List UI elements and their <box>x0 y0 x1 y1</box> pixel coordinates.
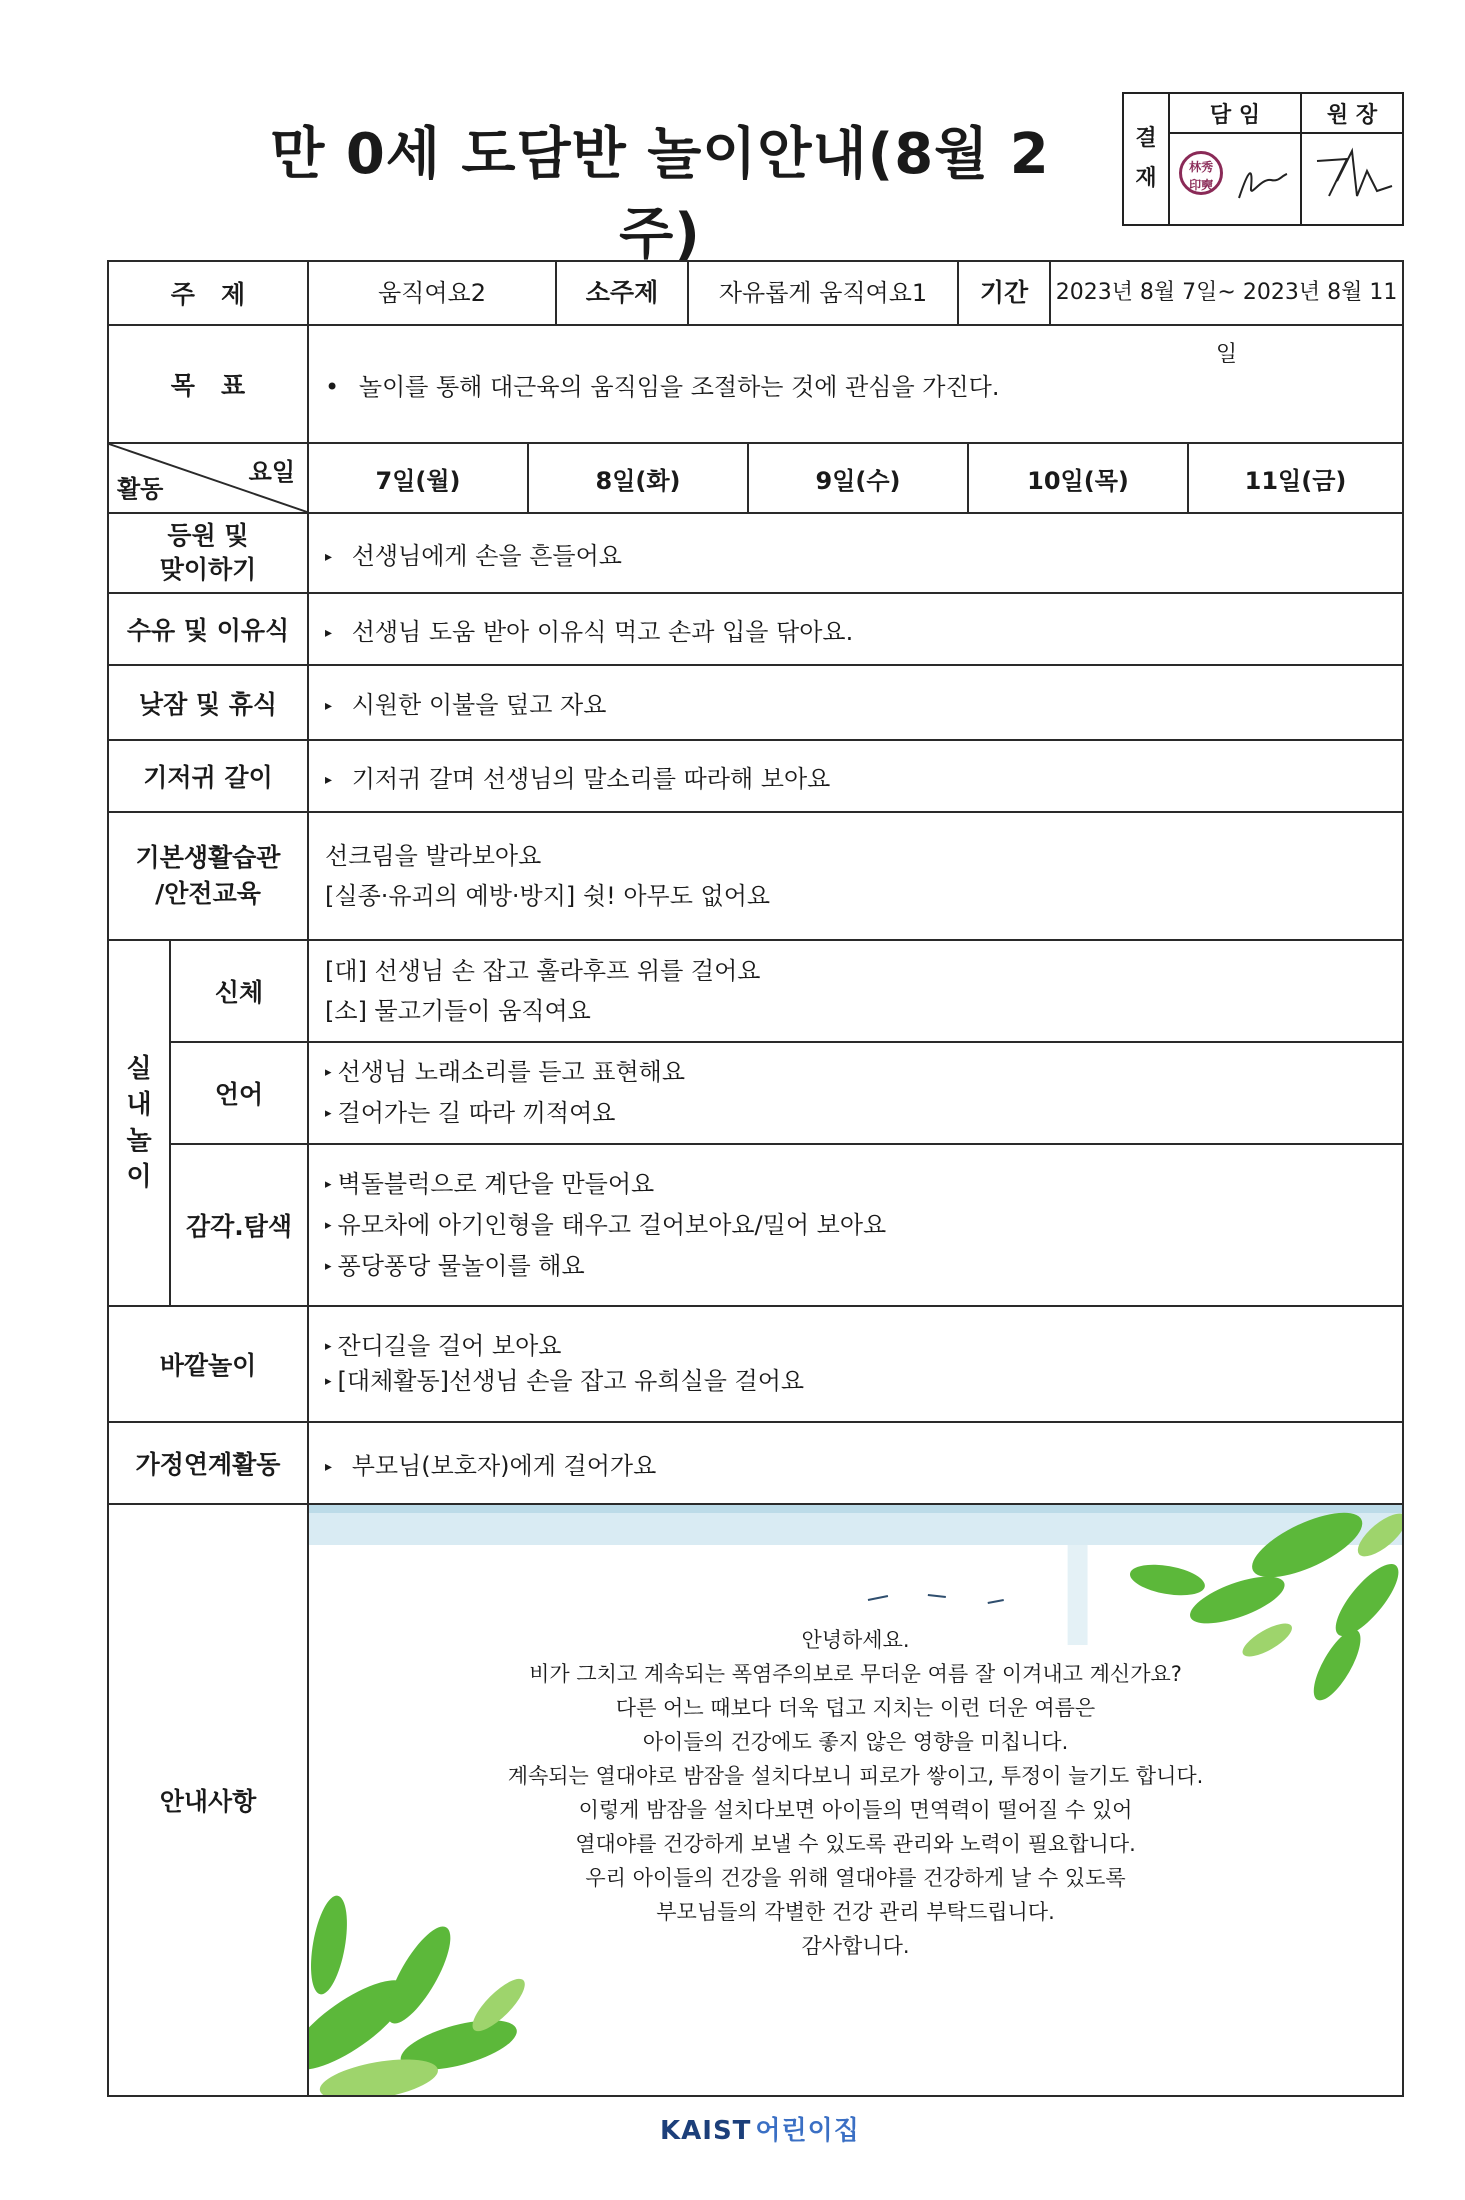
director-signature-cell <box>1301 133 1403 225</box>
bullet-icon: ▸ <box>325 771 333 788</box>
activity-header: 활동 <box>117 475 164 503</box>
teacher-signature-cell <box>1169 133 1301 225</box>
habit-row <box>108 812 1403 940</box>
outdoor-text: [대체활동]선생님 손을 잡고 유희실을 걸어요 <box>337 1367 805 1395</box>
diaper-label: 기저귀 갈이 <box>108 740 308 812</box>
theme-row-content <box>308 261 1403 367</box>
indoor-label-char: 실 <box>126 1054 152 1084</box>
nap-label: 낮잠 및 휴식 <box>108 665 308 740</box>
habit-label <box>108 812 308 940</box>
language-label: 언어 <box>170 1042 308 1144</box>
habit-label-line: /안전교육 <box>155 879 261 908</box>
outdoor-label: 바깥놀이 <box>108 1306 308 1422</box>
language-cell <box>308 1042 1403 1144</box>
footer-name: 어린이집 <box>755 2116 860 2146</box>
physical-text: [소] 물고기들이 움직여요 <box>325 997 591 1025</box>
approval-label <box>1123 93 1169 225</box>
arrival-label-line: 맞이하기 <box>159 555 257 584</box>
days-row <box>108 443 1403 513</box>
footer-brand: KAIST <box>660 2116 752 2146</box>
notice-line: 아이들의 건강에도 좋지 않은 영향을 미칩니다. <box>642 1730 1069 1754</box>
goal-row <box>108 325 1403 443</box>
arrival-label-line: 등원 및 <box>167 521 249 550</box>
subtheme-label: 소주제 <box>557 262 689 324</box>
day-header: 10일(목) <box>968 443 1188 513</box>
bullet-icon: ▸ <box>325 1217 332 1233</box>
nap-text: 시원한 이불을 덮고 자요 <box>351 691 607 719</box>
goal-text: 놀이를 통해 대근육의 움직임을 조절하는 것에 관심을 가진다. <box>358 372 1000 401</box>
goal-label: 목 표 <box>108 325 308 443</box>
home-cell <box>308 1422 1403 1504</box>
outdoor-row <box>108 1306 1403 1422</box>
outdoor-line <box>325 1364 1402 1399</box>
indoor-label-char: 내 <box>126 1090 152 1120</box>
subtheme-value: 자유롭게 움직여요1 <box>689 262 959 324</box>
bullet-icon: ▸ <box>325 1065 332 1080</box>
sensory-text: 유모차에 아기인형을 태우고 걸어보아요/밀어 보아요 <box>337 1210 887 1239</box>
habit-text: [실종·유괴의 예방·방지] 쉿! 아무도 없어요 <box>325 882 771 910</box>
approval-label-char: 결 <box>1135 126 1157 151</box>
bullet-icon: ▸ <box>325 1458 333 1475</box>
language-text: 걸어가는 길 따라 끼적여요 <box>337 1099 616 1127</box>
page-title: 만 0세 도담반 놀이안내(8월 2주) <box>270 122 1050 267</box>
teacher-stamp: 林秀 印奭 <box>1179 151 1223 195</box>
bullet-icon: ▸ <box>325 548 333 565</box>
outdoor-text: 잔디길을 걸어 보아요 <box>337 1332 562 1360</box>
theme-label: 주 제 <box>108 261 308 325</box>
feeding-cell <box>308 593 1403 665</box>
sensory-line <box>325 1246 1402 1287</box>
footer-logo <box>660 2110 860 2147</box>
goal-cell <box>308 325 1403 443</box>
notice-text <box>309 1623 1402 1963</box>
notice-line: 우리 아이들의 건강을 위해 열대야를 건강하게 날 수 있도록 <box>585 1866 1126 1890</box>
home-row <box>108 1422 1403 1504</box>
sensory-line <box>325 1164 1402 1205</box>
home-text: 부모님(보호자)에게 걸어가요 <box>351 1451 657 1480</box>
director-signature-icon <box>1307 141 1397 211</box>
outdoor-cell <box>308 1306 1403 1422</box>
language-text: 선생님 노래소리를 듣고 표현해요 <box>337 1058 686 1086</box>
habit-label-line: 기본생활습관 <box>135 843 281 872</box>
notice-line: 계속되는 열대야로 밤잠을 설치다보니 피로가 쌓이고, 투정이 늘기도 합니다. <box>507 1764 1204 1788</box>
feeding-row <box>108 593 1403 665</box>
home-label: 가정연계활동 <box>108 1422 308 1504</box>
arrival-label <box>108 513 308 593</box>
notice-label: 안내사항 <box>108 1504 308 2096</box>
bullet-icon: ▸ <box>325 624 333 641</box>
day-header: 7일(월) <box>308 443 528 513</box>
bullet-icon: ▸ <box>325 1374 332 1389</box>
day-header: 9일(수) <box>748 443 968 513</box>
bullet-icon: ▸ <box>325 1106 332 1121</box>
habit-cell <box>308 812 1403 940</box>
nap-cell <box>308 665 1403 740</box>
diaper-row <box>108 740 1403 812</box>
arrival-row <box>108 513 1403 593</box>
notice-line: 이렇게 밤잠을 설치다보면 아이들의 면역력이 떨어질 수 있어 <box>578 1798 1133 1822</box>
teacher-signature-icon <box>1231 158 1291 208</box>
sensory-row <box>108 1144 1403 1306</box>
notice-line: 다른 어느 때보다 더욱 덥고 지치는 이런 더운 여름은 <box>615 1696 1096 1720</box>
language-line <box>325 1093 1402 1134</box>
diaper-cell <box>308 740 1403 812</box>
notice-line: 비가 그치고 계속되는 폭염주의보로 무더운 여름 잘 이겨내고 계신가요? <box>529 1662 1182 1686</box>
physical-text: [대] 선생님 손 잡고 훌라후프 위를 걸어요 <box>325 957 761 985</box>
bullet-icon: ▸ <box>325 1176 332 1192</box>
day-header: 8일(화) <box>528 443 748 513</box>
language-row <box>108 1042 1403 1144</box>
diaper-text: 기저귀 갈며 선생님의 말소리를 따라해 보아요 <box>351 764 831 793</box>
outdoor-line <box>325 1329 1402 1364</box>
arrival-text: 선생님에게 손을 흔들어요 <box>351 541 622 570</box>
notice-line: 감사합니다. <box>801 1934 910 1958</box>
notice-line: 열대야를 건강하게 보낼 수 있도록 관리와 노력이 필요합니다. <box>575 1832 1136 1856</box>
bullet-icon: ▸ <box>325 698 333 714</box>
physical-cell <box>308 940 1403 1042</box>
bullet-icon: ▸ <box>325 1339 332 1354</box>
teacher-header: 담 임 <box>1169 93 1301 133</box>
language-line <box>325 1052 1402 1093</box>
arrival-cell <box>308 513 1403 593</box>
director-header: 원 장 <box>1301 93 1403 133</box>
notice-row <box>108 1504 1403 2096</box>
sensory-text: 퐁당퐁당 물놀이를 해요 <box>337 1251 585 1280</box>
physical-label: 신체 <box>170 940 308 1042</box>
day-header: 11일(금) <box>1188 443 1403 513</box>
weekly-plan-table <box>107 260 1404 2097</box>
nap-row <box>108 665 1403 740</box>
weekday-header: 요일 <box>248 458 296 486</box>
sensory-text: 벽돌블럭으로 계단을 만들어요 <box>337 1169 655 1198</box>
bullet-icon: ▸ <box>325 1258 332 1274</box>
theme-row <box>108 261 1403 325</box>
period-value: 2023년 8월 7일~ 2023년 8월 11일 <box>1055 280 1398 367</box>
physical-row <box>108 940 1403 1042</box>
approval-label-char: 재 <box>1135 166 1157 191</box>
period-label: 기간 <box>959 262 1051 324</box>
theme-value: 움직여요2 <box>309 262 557 324</box>
indoor-play-label <box>108 940 170 1306</box>
notice-line: 부모님들의 각별한 건강 관리 부탁드립니다. <box>656 1900 1055 1924</box>
approval-box <box>1122 92 1404 226</box>
indoor-label-char: 이 <box>126 1162 152 1192</box>
goal-bullet: • <box>325 372 340 401</box>
sensory-cell <box>308 1144 1403 1306</box>
indoor-label-char: 놀 <box>126 1126 152 1156</box>
notice-line: 안녕하세요. <box>801 1628 910 1652</box>
habit-text: 선크림을 발라보아요 <box>325 842 542 870</box>
feeding-label: 수유 및 이유식 <box>108 593 308 665</box>
feeding-text: 선생님 도움 받아 이유식 먹고 손과 입을 닦아요. <box>351 617 854 646</box>
sensory-label: 감각.탐색 <box>170 1144 308 1306</box>
notice-cell <box>308 1504 1403 2096</box>
diagonal-header <box>108 443 308 513</box>
sensory-line <box>325 1205 1402 1246</box>
